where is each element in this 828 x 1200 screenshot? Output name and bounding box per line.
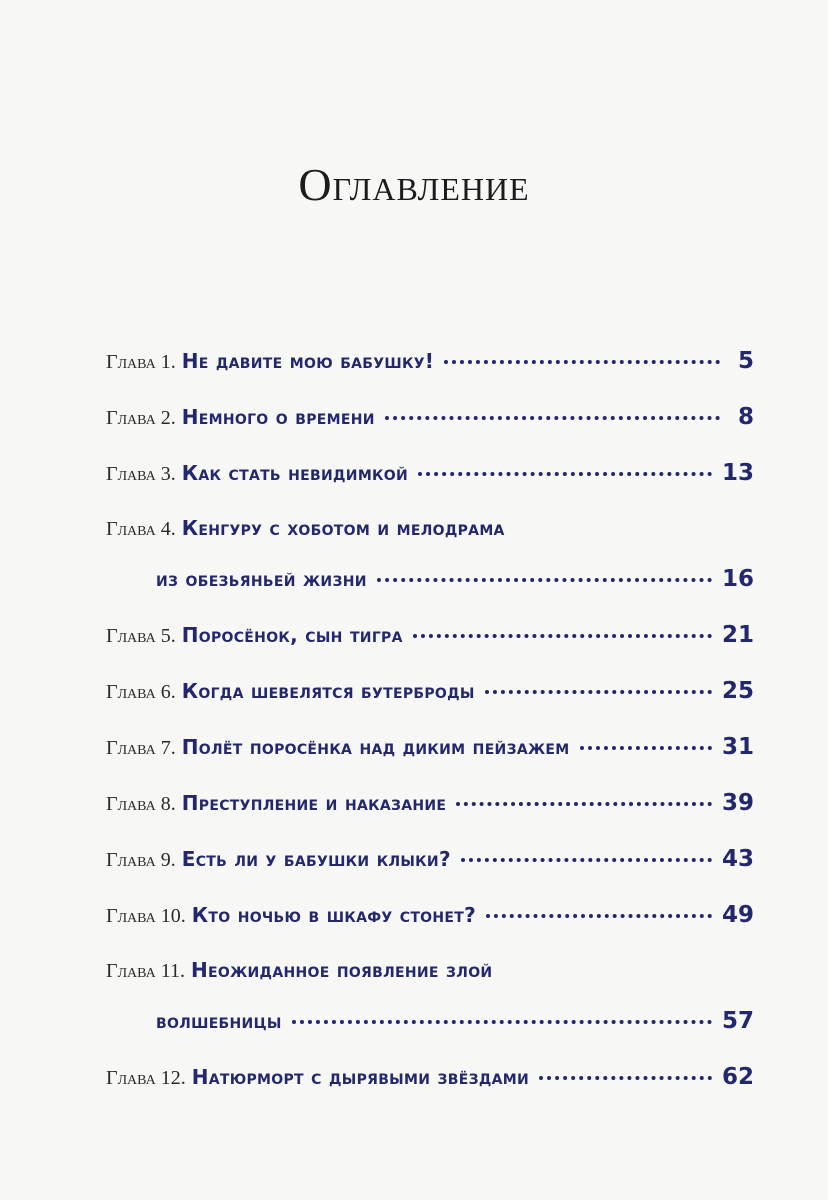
chapter-title-continued: волшебницы [156, 1009, 282, 1033]
toc-heading: Оглавление [298, 159, 530, 210]
toc-entry-2 [106, 404, 754, 454]
chapter-label: Глава 10. [106, 905, 186, 927]
toc-entry-8 [106, 790, 754, 840]
dot-leader [539, 1076, 712, 1080]
chapter-title: Неожиданное появление злой [191, 958, 493, 982]
dot-leader [413, 634, 712, 638]
page-number: 8 [737, 404, 754, 430]
page-number: 16 [721, 566, 754, 592]
chapter-label: Глава 12. [106, 1067, 186, 1089]
chapter-label: Глава 6. [106, 681, 176, 703]
page-number: 5 [737, 348, 754, 374]
dot-leader [385, 416, 720, 420]
chapter-label: Глава 4. [106, 518, 176, 540]
page-number: 25 [721, 678, 754, 704]
toc-entry-10 [106, 902, 754, 952]
toc-entry-9 [106, 846, 754, 896]
chapter-label: Глава 5. [106, 625, 176, 647]
chapter-label: Глава 1. [106, 351, 176, 373]
toc-entry-3 [106, 460, 754, 510]
chapter-title: Есть ли у бабушки клыки? [181, 847, 451, 871]
chapter-title: Не давите мою бабушку! [181, 349, 435, 373]
dot-leader [444, 360, 720, 364]
chapter-title: Поросёнок, сын тигра [181, 623, 403, 647]
chapter-title: Натюрморт с дырявыми звёздами [191, 1065, 529, 1089]
chapter-title: Когда шевелятся бутерброды [181, 679, 475, 703]
dot-leader [456, 802, 712, 806]
dot-leader [418, 472, 712, 476]
dot-leader [292, 1020, 712, 1024]
dot-leader [486, 914, 712, 918]
chapter-title: Преступление и наказание [181, 791, 447, 815]
page-number: 49 [721, 902, 754, 928]
page-number: 21 [721, 622, 754, 648]
chapter-label: Глава 11. [106, 960, 185, 982]
dot-leader [461, 858, 712, 862]
dot-leader [485, 690, 712, 694]
toc-entry-7 [106, 734, 754, 784]
page-number: 31 [721, 734, 754, 760]
toc-entry-11-continued [106, 1008, 754, 1058]
page-number: 13 [721, 460, 754, 486]
page-number: 39 [721, 790, 754, 816]
chapter-title: Полёт поросёнка над диким пейзажем [181, 735, 570, 759]
chapter-title: Как стать невидимкой [181, 461, 409, 485]
chapter-label: Глава 8. [106, 793, 176, 815]
toc-entry-4 [106, 516, 754, 566]
chapter-label: Глава 7. [106, 737, 176, 759]
toc-entry-11 [106, 958, 754, 1008]
dot-leader [580, 746, 712, 750]
toc-entry-4-continued [106, 566, 754, 616]
toc-entry-5 [106, 622, 754, 672]
toc-entry-12 [106, 1064, 754, 1114]
chapter-title: Кто ночью в шкафу стонет? [191, 903, 476, 927]
chapter-label: Глава 9. [106, 849, 176, 871]
chapter-label: Глава 3. [106, 463, 176, 485]
toc-entry-1 [106, 348, 754, 398]
chapter-label: Глава 2. [106, 407, 176, 429]
page-number: 57 [721, 1008, 754, 1034]
page-number: 43 [721, 846, 754, 872]
chapter-title: Кенгуру с хоботом и мелодрама [181, 516, 505, 540]
chapter-title-continued: из обезьяньей жизни [156, 567, 367, 591]
chapter-title: Немного о времени [181, 405, 375, 429]
page-number: 62 [721, 1064, 754, 1090]
dot-leader [377, 578, 712, 582]
toc-entry-6 [106, 678, 754, 728]
